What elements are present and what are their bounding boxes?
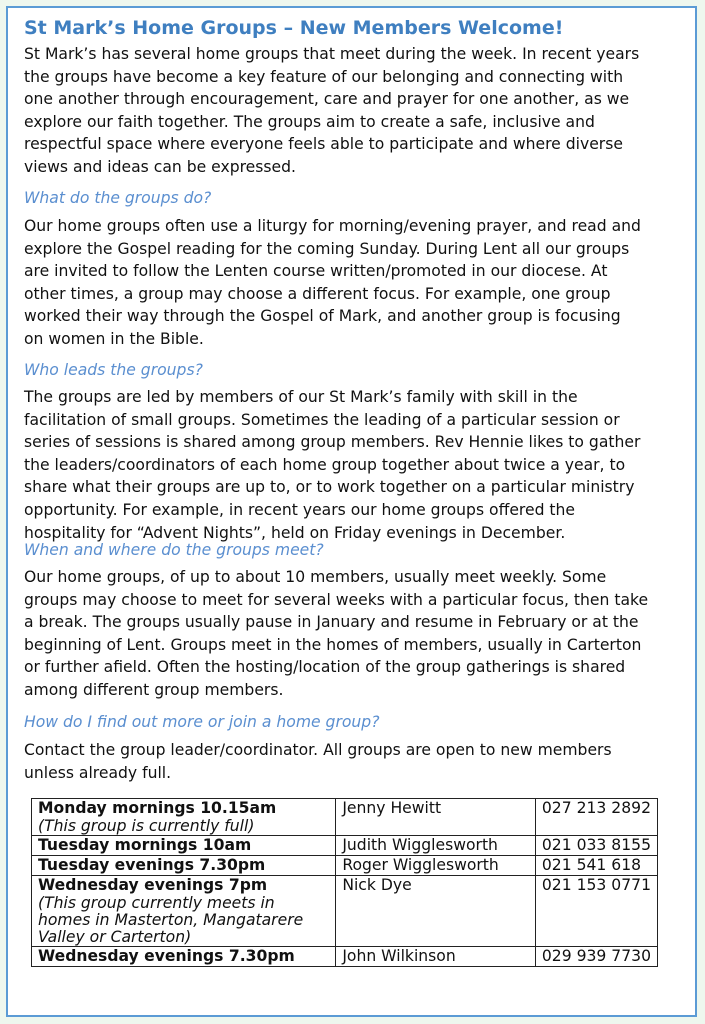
text-line: hospitality for “Advent Nights”, held on Friday evenings in December.: [24, 523, 566, 542]
home-groups-table: [31, 798, 658, 967]
group-note: homes in Masterton, Mangatarere: [38, 911, 304, 929]
text-line: beginning of Lent. Groups meet in the homes of members, usually in Carterton: [24, 635, 642, 654]
section-heading-how: How do I find out more or join a home group?: [24, 713, 380, 731]
group-note: (This group currently meets in: [38, 894, 275, 912]
group-note: Valley or Carterton): [38, 928, 192, 946]
group-time: Monday mornings 10.15am: [38, 799, 277, 817]
section-heading-when: When and where do the groups meet?: [24, 541, 324, 559]
text-line: a break. The groups usually pause in January and resume in February or at the: [24, 613, 639, 632]
text-line: groups may choose to meet for several weeks with a particular focus, then take: [24, 590, 649, 609]
text-line: opportunity. For example, in recent years our home groups offered the: [24, 500, 576, 519]
group-time-cell: [32, 799, 336, 836]
group-note: (This group is currently full): [38, 817, 255, 835]
text-line: views and ideas can be expressed.: [24, 157, 296, 176]
table-row: [32, 947, 658, 967]
group-leader: Nick Dye: [336, 876, 536, 947]
group-phone: 021 541 618: [535, 856, 657, 876]
text-line: explore our faith together. The groups aim to create a safe, inclusive and: [24, 112, 595, 131]
group-time-cell: [32, 947, 336, 967]
group-time: Tuesday mornings 10am: [38, 836, 252, 854]
text-line: facilitation of small groups. Sometimes the leading of a particular session or: [24, 410, 620, 429]
group-leader: John Wilkinson: [336, 947, 536, 967]
text-line: other times, a group may choose a different focus. For example, one group: [24, 284, 611, 303]
text-line: Our home groups often use a liturgy for morning/evening prayer, and read and: [24, 217, 641, 235]
table-row: [32, 836, 658, 856]
group-time-cell: [32, 856, 336, 876]
text-line: explore the Gospel reading for the coming Sunday. During Lent all our groups: [24, 239, 630, 258]
table-row: [32, 799, 658, 836]
table-row: [32, 856, 658, 876]
text-line: are invited to follow the Lenten course written/promoted in our diocese. At: [24, 262, 608, 281]
group-phone: 021 033 8155: [535, 836, 657, 856]
group-time: Tuesday evenings 7.30pm: [38, 856, 266, 874]
table-row: [32, 876, 658, 947]
group-time: Wednesday evenings 7pm: [38, 876, 268, 894]
text-line: respectful space where everyone feels able to participate and where diverse: [24, 135, 623, 154]
section-heading-what: What do the groups do?: [24, 189, 212, 207]
page-title: St Mark’s Home Groups – New Members Welcome!: [24, 17, 564, 39]
section-paragraph-what: [24, 215, 641, 351]
group-leader: Judith Wigglesworth: [336, 836, 536, 856]
text-line: worked their way through the Gospel of Mark, and another group is focusing: [24, 307, 621, 326]
text-line: unless already full.: [24, 763, 172, 782]
text-line: on women in the Bible.: [24, 329, 204, 348]
text-line: series of sessions is shared among group members. Rev Hennie likes to gather: [24, 433, 641, 452]
text-line: share what their groups are up to, or to work together on a particular ministry: [24, 478, 635, 497]
group-leader: Jenny Hewitt: [336, 799, 536, 836]
group-phone: 027 213 2892: [535, 799, 657, 836]
section-paragraph-who: [24, 386, 640, 544]
text-line: Contact the group leader/coordinator. All groups are open to new members: [24, 741, 612, 759]
group-time-cell: [32, 876, 336, 947]
text-line: the groups have become a key feature of our belonging and connecting with: [24, 67, 624, 86]
group-time-cell: [32, 836, 336, 856]
text-line: Our home groups, of up to about 10 members, usually meet weekly. Some: [24, 568, 607, 586]
group-phone: 021 153 0771: [535, 876, 657, 947]
section-paragraph-how: [24, 739, 612, 784]
group-phone: 029 939 7730: [535, 947, 657, 967]
group-time: Wednesday evenings 7.30pm: [38, 947, 295, 965]
section-heading-who: Who leads the groups?: [24, 361, 203, 379]
newsletter-panel: [6, 6, 697, 1017]
text-line: one another through encouragement, care and prayer for one another, as we: [24, 90, 630, 109]
text-line: the leaders/coordinators of each home group together about twice a year, to: [24, 455, 626, 474]
text-line: The groups are led by members of our St Mark’s family with skill in the: [24, 388, 578, 406]
group-leader: Roger Wigglesworth: [336, 856, 536, 876]
text-line: or further afield. Often the hosting/location of the group gatherings is shared: [24, 658, 626, 677]
text-line: St Mark’s has several home groups that meet during the week. In recent years: [24, 45, 640, 63]
text-line: among different group members.: [24, 680, 284, 699]
section-paragraph-when: [24, 566, 648, 702]
intro-paragraph: [24, 43, 639, 179]
